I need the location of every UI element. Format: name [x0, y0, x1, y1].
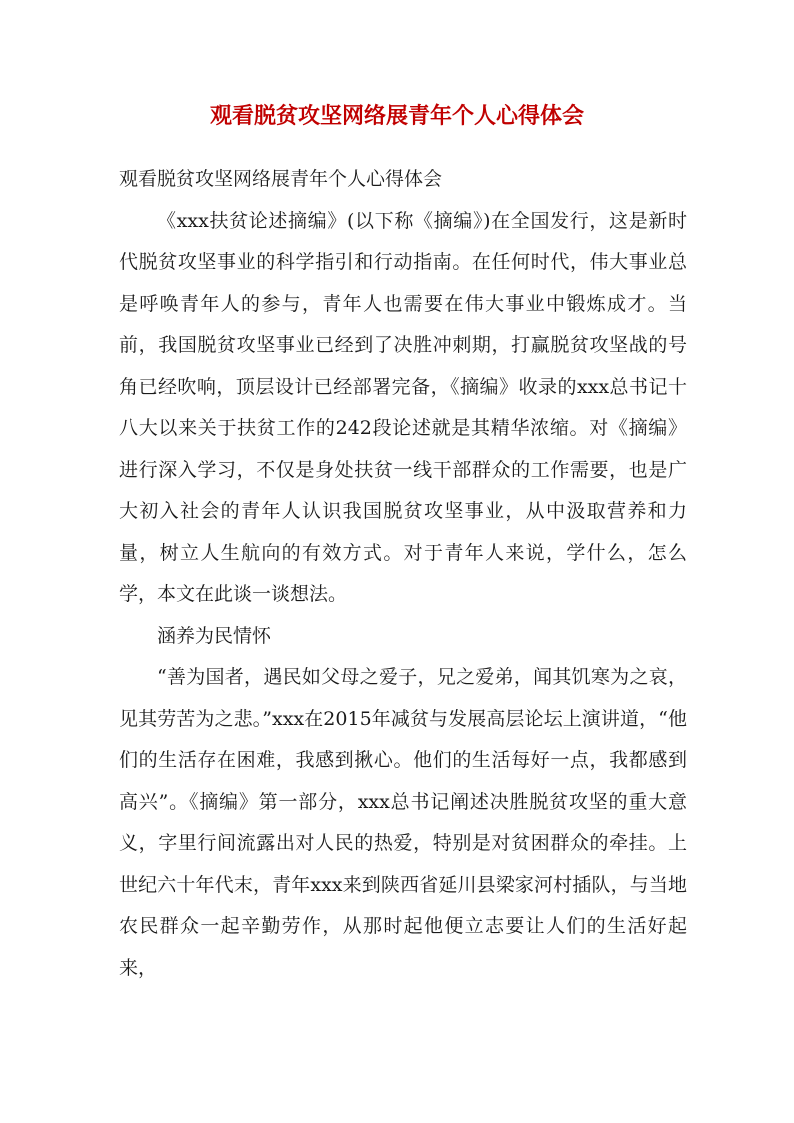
document-body — [119, 159, 687, 989]
section-heading: 涵养为民情怀 — [157, 624, 272, 647]
body-heading: 观看脱贫攻坚网络展青年个人心得体会 — [119, 168, 443, 190]
intro-paragraph: 《xxx扶贫论述摘编》(以下称《摘编》)在全国发行，这是新时代脱贫攻坚事业的科学指引和行动指南。在任何时代，伟大事业总是呼唤青年人的参与，青年人也需要在伟大事业中锻炼成才。当前，我国脱贫攻坚事业已经到了决胜冲刺期，打赢脱贫攻坚战的号角已经吹响，顶层设计已经部署完备，《摘编》收录的xxx总书记十八大以来关于扶贫工作的242段论述就是其精华浓缩。对《摘编》进行深入学习，不仅是身处扶贫一线干部群众的工作需要，也是广大初入社会的青年人认识我国脱贫攻坚事业，从中汲取营养和力量，树立人生航向的有效方式。对于青年人来说，学什么，怎么学，本文在此谈一谈想法。 — [119, 209, 687, 605]
document-title: 观看脱贫攻坚网络展青年个人心得体会 — [209, 103, 584, 129]
section-paragraph: “善为国者，遇民如父母之爱子，兄之爱弟，闻其饥寒为之哀，见其劳苦为之悲。”xxx在2015年减贫与发展高层论坛上演讲道，“他们的生活存在困难，我感到揪心。他们的生活每好一点，我都感到高兴”。《摘编》第一部分，xxx总书记阐述决胜脱贫攻坚的重大意义，字里行间流露出对人民的热爱，特别是对贫困群众的牵挂。上世纪六十年代末，青年xxx来到陕西省延川县梁家河村插队，与当地农民群众一起辛勤劳作，从那时起他便立志要让人们的生活好起来， — [119, 666, 687, 979]
